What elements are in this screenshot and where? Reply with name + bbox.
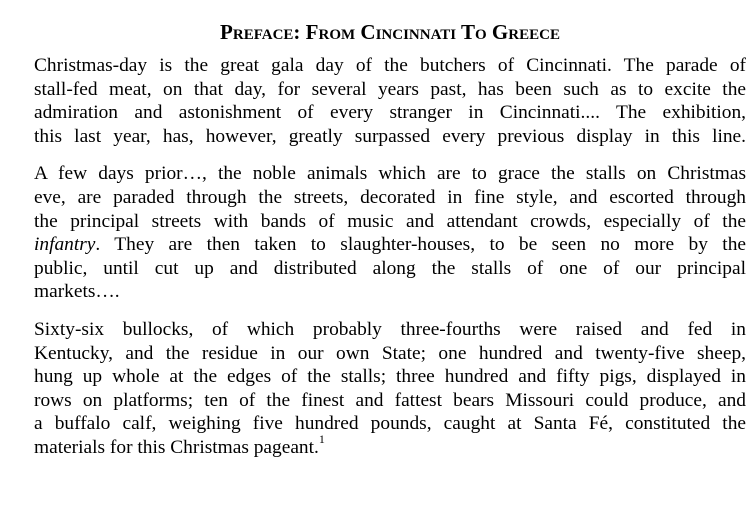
document-title: Preface: From Cincinnati To Greece	[220, 20, 560, 44]
paragraph-line: stall-fed meat, on that day, for several years past, has been such as to excite the	[34, 78, 746, 100]
paragraph-line: admiration and astonishment of every stranger in Cincinnati.... The exhibition,	[34, 102, 746, 124]
paragraph-line: Kentucky, and the residue in our own State; one hundred and twenty-five sheep,	[34, 342, 746, 364]
paragraph-line: Sixty-six bullocks, of which probably three-fourths were raised and fed in	[34, 318, 746, 340]
paragraph-line: a buffalo calf, weighing five hundred pounds, caught at Santa Fé, constituted the	[34, 413, 746, 435]
paragraph-line	[34, 233, 746, 257]
footnote-marker[interactable]: 1	[318, 432, 325, 447]
paragraph-3	[34, 318, 746, 460]
paragraph-1	[34, 54, 746, 148]
paragraph-line: hung up whole at the edges of the stalls; three hundred and fifty pigs, displayed in	[34, 366, 746, 388]
paragraph-line: A few days prior…, the noble animals which are to grace the stalls on Christmas	[34, 163, 746, 185]
line-text: materials for this Christmas pageant.	[34, 436, 319, 458]
paragraph-line: rows on platforms; ten of the finest and fattest bears Missouri could produce, and	[34, 389, 746, 411]
paragraph-line: Christmas-day is the great gala day of the butchers of Cincinnati. The parade of	[34, 55, 746, 76]
document-page	[34, 18, 746, 460]
paragraph-line	[34, 432, 746, 460]
paragraph-line: markets….	[34, 281, 120, 303]
line-text: . They are then taken to slaughter-houses, to be seen no more by the	[95, 234, 746, 256]
paragraph-line: the principal streets with bands of music and attendant crowds, especially of the	[34, 210, 746, 232]
paragraph-2	[34, 162, 746, 304]
paragraph-line: this last year, has, however, greatly surpassed every previous display in this line.	[34, 125, 746, 147]
italic-word: infantry	[34, 234, 96, 256]
paragraph-line: eve, are paraded through the streets, decorated in fine style, and escorted through	[34, 186, 746, 208]
paragraph-line: public, until cut up and distributed along the stalls of one of our principal	[34, 257, 746, 279]
